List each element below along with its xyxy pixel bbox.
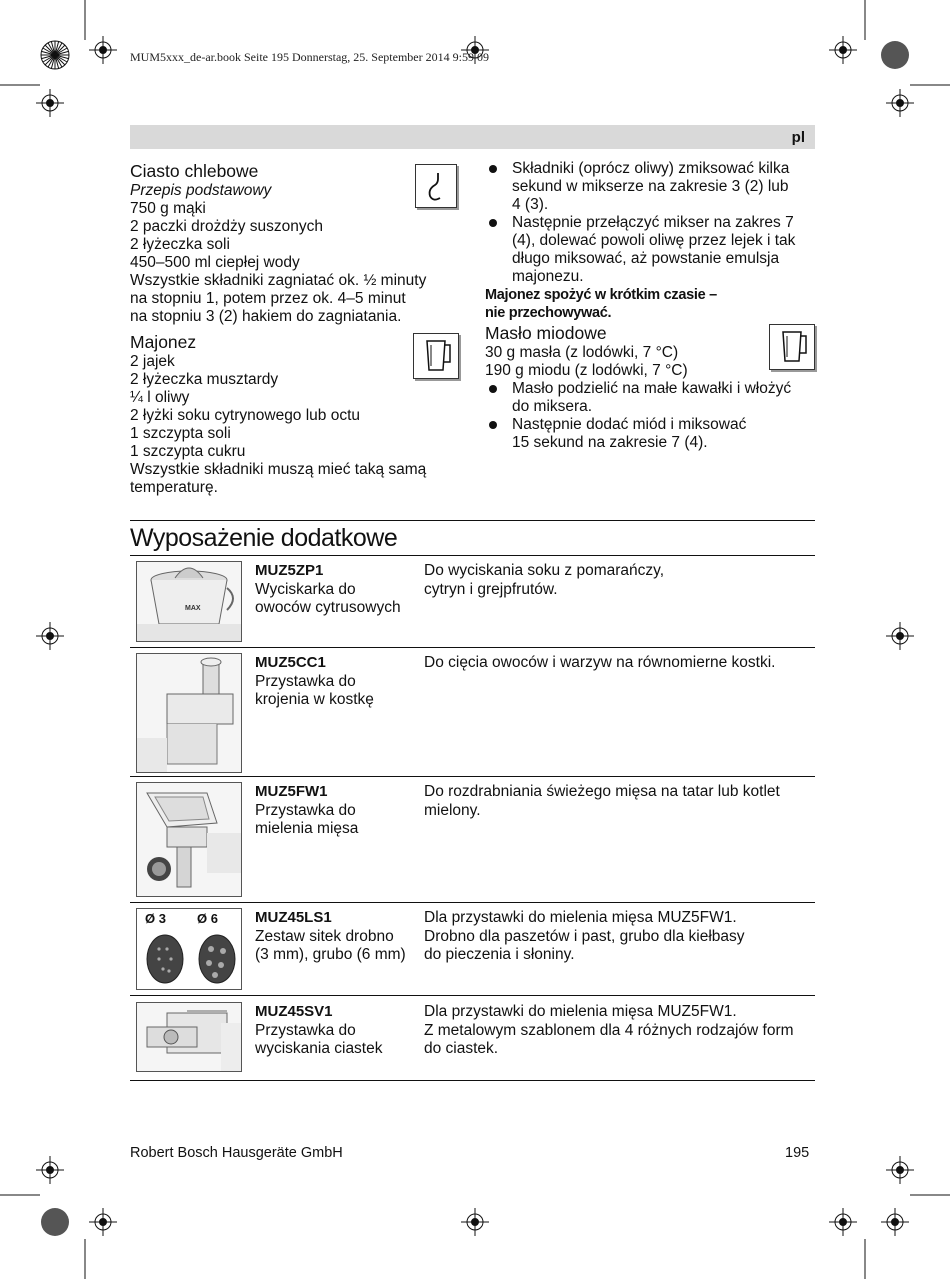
honey-butter-line: 190 g miodu (z lodówki, 7 °C) (485, 362, 688, 379)
mayo-step (485, 214, 815, 286)
accessory-description (424, 1003, 794, 1059)
table-top-line (130, 555, 815, 556)
page-number: 195 (785, 1145, 810, 1161)
mayo-step-line: Następnie przełączyć mikser na zakres 7 (512, 214, 794, 231)
honey-step-line: do miksera. (512, 398, 593, 415)
accessory-name (255, 1003, 383, 1059)
accessory-name-line: (3 mm), grubo (6 mm) (255, 946, 406, 963)
accessory-name-line: Przystawka do (255, 801, 356, 819)
row-divider (130, 902, 815, 903)
accessory-desc-line: Z metalowym szablonem dla 4 różnych rodzajów form (424, 1021, 794, 1039)
honey-butter-heading: Masło miodowe (485, 323, 607, 343)
dicer-image (136, 653, 242, 773)
bread-line: na stopniu 3 (2) hakiem do zagniatania. (130, 308, 402, 325)
honey-butter-recipe (485, 323, 815, 452)
row-divider (130, 995, 815, 996)
bullet-icon (489, 165, 497, 173)
mayo-step-line: (4), dolewać powoli oliwę przez lejek i tak (512, 232, 796, 249)
mayo-steps (485, 160, 815, 322)
bullet-icon (489, 385, 497, 393)
bread-line: na stopniu 1, potem przez ok. 4–5 minut (130, 290, 406, 307)
mayo-line: 2 łyżeczka musztardy (130, 371, 279, 388)
meat-grinder-image (136, 782, 242, 897)
accessory-name-line: krojenia w kostkę (255, 691, 374, 708)
max-label: MAX (185, 605, 201, 612)
accessory-name-line: mielenia mięsa (255, 820, 359, 837)
mayo-step-line: Składniki (oprócz oliwy) zmiksować kilka (512, 160, 790, 177)
sieve-coarse-label: Ø 6 (197, 911, 218, 926)
honey-butter-line: 30 g masła (z lodówki, 7 °C) (485, 344, 679, 361)
accessory-code: MUZ5FW1 (255, 783, 328, 800)
section-divider (130, 520, 815, 521)
mayo-line: 1 szczypta soli (130, 425, 231, 442)
bread-line: Wszystkie składniki zagniatać ok. ½ minuty (130, 272, 427, 289)
accessory-desc-line: Do rozdrabniania świeżego mięsa na tatar lub kotlet (424, 783, 780, 800)
accessory-desc-line: do ciastek. (424, 1040, 499, 1057)
citrus-press-image (136, 561, 242, 642)
bullet-icon (489, 421, 497, 429)
mayo-line: 1 szczypta cukru (130, 443, 246, 460)
row-divider (130, 647, 815, 648)
accessory-code: MUZ5ZP1 (255, 562, 324, 579)
honey-step-line: Następnie dodać miód i miksować (512, 416, 747, 433)
accessory-name (255, 783, 358, 839)
accessory-desc-line: Do cięcia owoców i warzyw na równomierne kostki. (424, 654, 776, 671)
mayo-line: ¼ l oliwy (130, 389, 190, 406)
mayo-note: nie przechowywać. (485, 305, 612, 321)
accessory-description (424, 562, 664, 599)
accessory-name-line: Wyciskarka do (255, 580, 356, 598)
accessory-desc-line: do pieczenia i słoniny. (424, 946, 575, 963)
honey-step-line: 15 sekund na zakresie 7 (4). (512, 434, 708, 451)
row-divider (130, 776, 815, 777)
mayo-step-line: sekund w mikserze na zakresie 3 (2) lub (512, 178, 789, 195)
bread-line: 750 g mąki (130, 200, 206, 217)
accessory-desc-line: Dla przystawki do mielenia mięsa MUZ5FW1. (424, 1003, 737, 1020)
mayo-step-line: 4 (3). (512, 196, 549, 213)
accessory-name-line: Zestaw sitek drobno (255, 927, 394, 945)
accessory-description (424, 654, 775, 673)
accessory-code: MUZ45SV1 (255, 1003, 333, 1020)
accessory-description (424, 909, 745, 965)
language-bar (130, 125, 815, 149)
cookie-press-image (136, 1002, 242, 1072)
mayo-note: Majonez spożyć w krótkim czasie – (485, 287, 717, 303)
accessory-code: MUZ45LS1 (255, 909, 332, 926)
language-code: pl (791, 129, 805, 146)
bread-line: 2 paczki drożdży suszonych (130, 218, 323, 235)
mayo-step-line: długo miksować, aż powstanie emulsja (512, 250, 780, 267)
accessory-name (255, 562, 401, 618)
accessory-desc-line: mielony. (424, 801, 481, 819)
accessory-name-line: wyciskania ciastek (255, 1040, 383, 1057)
mayo-step (485, 160, 815, 214)
accessory-name-line: Przystawka do (255, 672, 356, 690)
bread-heading: Ciasto chlebowe (130, 161, 259, 181)
sieve-fine-label: Ø 3 (145, 911, 166, 926)
dough-hook-icon (415, 164, 457, 208)
accessory-name-line: owoców cytrusowych (255, 599, 401, 616)
mayo-step-line: majonezu. (512, 268, 584, 285)
honey-butter-step (485, 380, 815, 416)
mayo-line: 2 łyżki soku cytrynowego lub octu (130, 407, 361, 424)
blender-icon (413, 333, 459, 379)
accessory-desc-line: Dla przystawki do mielenia mięsa MUZ5FW1. (424, 909, 737, 926)
accessory-name-line: Przystawka do (255, 1021, 356, 1039)
bullet-icon (489, 219, 497, 227)
accessory-name (255, 909, 406, 965)
mayo-line: temperaturę. (130, 479, 218, 496)
accessory-desc-line: Drobno dla paszetów i past, grubo dla kiełbasy (424, 927, 745, 945)
mayo-heading: Majonez (130, 332, 197, 352)
honey-butter-step (485, 416, 815, 452)
sieve-set-image (136, 908, 242, 990)
bread-line: 450–500 ml ciepłej wody (130, 254, 300, 271)
accessory-desc-line: cytryn i grejpfrutów. (424, 580, 558, 598)
mayo-line: Wszystkie składniki muszą mieć taką samą (130, 461, 427, 478)
bread-line: 2 łyżeczka soli (130, 236, 230, 253)
honey-step-line: Masło podzielić na małe kawałki i włożyć (512, 380, 792, 397)
bread-subtitle: Przepis podstawowy (130, 182, 272, 199)
accessory-name (255, 654, 374, 710)
mayo-recipe (130, 332, 426, 497)
table-bottom-line (130, 1080, 815, 1081)
accessory-description (424, 783, 780, 820)
accessory-desc-line: Do wyciskania soku z pomarańczy, (424, 562, 665, 579)
footer-company: Robert Bosch Hausgeräte GmbH (130, 1145, 343, 1161)
mayo-line: 2 jajek (130, 353, 175, 370)
print-header: MUM5xxx_de-ar.book Seite 195 Donnerstag, 25. September 2014 9:59 09 (130, 50, 489, 64)
accessory-code: MUZ5CC1 (255, 654, 326, 671)
bread-recipe (130, 161, 426, 326)
blender-icon (769, 324, 815, 370)
accessories-title: Wyposażenie dodatkowe (130, 524, 398, 552)
